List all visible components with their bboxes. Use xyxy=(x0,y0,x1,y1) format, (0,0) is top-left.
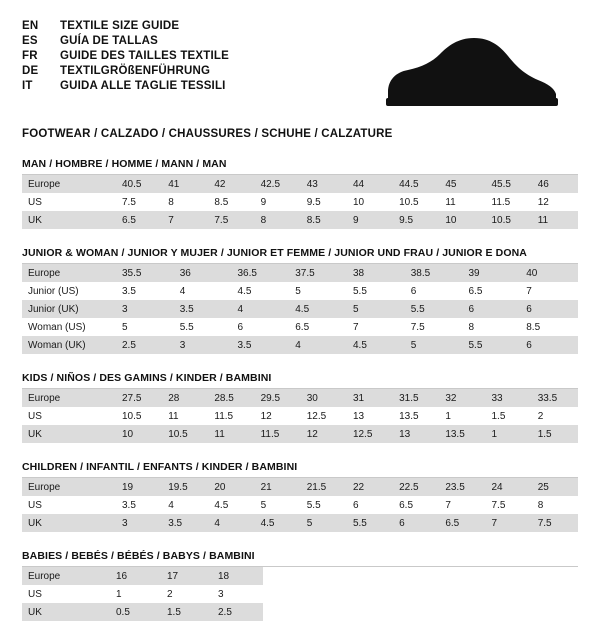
language-code: FR xyxy=(22,49,38,62)
size-cell: 7.5 xyxy=(486,496,532,514)
language-row xyxy=(22,78,229,93)
size-row-label: Junior (US) xyxy=(22,282,116,300)
size-row-label: US xyxy=(22,585,110,603)
size-cell: 44 xyxy=(347,175,393,193)
size-cell: 36.5 xyxy=(232,264,290,282)
table-row xyxy=(22,300,578,318)
size-cell: 11.5 xyxy=(208,407,254,425)
size-cell: 3 xyxy=(174,336,232,354)
size-cell: 6.5 xyxy=(393,496,439,514)
size-cell: 24 xyxy=(486,478,532,496)
table-row xyxy=(22,282,578,300)
size-cell: 4 xyxy=(289,336,347,354)
size-cell: 43 xyxy=(301,175,347,193)
size-cell: 9.5 xyxy=(301,193,347,211)
size-cell: 40.5 xyxy=(116,175,162,193)
table-row xyxy=(22,175,578,193)
size-cell: 20 xyxy=(208,478,254,496)
size-cell: 2 xyxy=(161,585,212,603)
size-cell: 4.5 xyxy=(255,514,301,532)
table-row xyxy=(22,336,578,354)
table-row xyxy=(22,478,578,496)
size-cell: 25 xyxy=(532,478,578,496)
size-cell: 7.5 xyxy=(532,514,578,532)
size-cell: 28 xyxy=(162,389,208,407)
size-row-label: UK xyxy=(22,603,110,621)
size-cell: 3 xyxy=(116,300,174,318)
size-cell: 1.5 xyxy=(161,603,212,621)
size-row-label: Europe xyxy=(22,175,116,193)
size-group-title: MAN / HOMBRE / HOMME / MANN / MAN xyxy=(22,158,578,175)
language-title: GUÍA DE TALLAS xyxy=(60,34,158,47)
size-cell: 6.5 xyxy=(463,282,521,300)
size-cell: 5.5 xyxy=(347,282,405,300)
size-cell: 2 xyxy=(532,407,578,425)
size-row-label: Junior (UK) xyxy=(22,300,116,318)
size-cell: 27.5 xyxy=(116,389,162,407)
size-cell: 12 xyxy=(255,407,301,425)
size-cell: 9 xyxy=(255,193,301,211)
size-cell: 6.5 xyxy=(439,514,485,532)
size-table xyxy=(22,175,578,229)
language-code: IT xyxy=(22,79,33,92)
size-cell: 3.5 xyxy=(116,496,162,514)
size-row-label: Woman (UK) xyxy=(22,336,116,354)
category-title: FOOTWEAR / CALZADO / CHAUSSURES / SCHUHE / CALZATURE xyxy=(22,128,393,140)
size-cell: 13.5 xyxy=(439,425,485,443)
size-group-title: JUNIOR & WOMAN / JUNIOR Y MUJER / JUNIOR ET FEMME / JUNIOR UND FRAU / JUNIOR E DONA xyxy=(22,247,578,264)
size-group xyxy=(22,247,578,354)
size-cell: 33 xyxy=(486,389,532,407)
size-cell: 8.5 xyxy=(208,193,254,211)
size-cell: 10.5 xyxy=(486,211,532,229)
size-row-label: Europe xyxy=(22,478,116,496)
table-row xyxy=(22,425,578,443)
size-cell: 12 xyxy=(301,425,347,443)
size-cell: 8 xyxy=(463,318,521,336)
table-row xyxy=(22,193,578,211)
size-row-label: US xyxy=(22,407,116,425)
size-cell: 36 xyxy=(174,264,232,282)
size-row-label: UK xyxy=(22,425,116,443)
document-header xyxy=(22,18,578,114)
table-row xyxy=(22,496,578,514)
size-cell: 10.5 xyxy=(162,425,208,443)
language-code: EN xyxy=(22,19,39,32)
size-cell: 2.5 xyxy=(212,603,263,621)
size-cell: 7 xyxy=(520,282,578,300)
dress-shoe-icon xyxy=(374,30,564,114)
size-cell: 7.5 xyxy=(208,211,254,229)
size-table xyxy=(22,567,578,621)
size-cell: 13 xyxy=(393,425,439,443)
size-cell: 13 xyxy=(347,407,393,425)
size-cell: 6 xyxy=(463,300,521,318)
size-cell: 38 xyxy=(347,264,405,282)
size-cell-empty xyxy=(263,567,578,585)
size-cell: 45 xyxy=(439,175,485,193)
size-cell: 23.5 xyxy=(439,478,485,496)
size-cell: 8.5 xyxy=(520,318,578,336)
size-cell: 6 xyxy=(405,282,463,300)
size-cell: 10.5 xyxy=(393,193,439,211)
size-cell: 6.5 xyxy=(289,318,347,336)
size-cell: 12.5 xyxy=(301,407,347,425)
size-cell: 11 xyxy=(532,211,578,229)
size-cell: 28.5 xyxy=(208,389,254,407)
size-cell: 1.5 xyxy=(486,407,532,425)
size-cell: 7.5 xyxy=(116,193,162,211)
size-row-label: Woman (US) xyxy=(22,318,116,336)
size-cell: 30 xyxy=(301,389,347,407)
size-cell: 9 xyxy=(347,211,393,229)
size-cell: 4.5 xyxy=(347,336,405,354)
size-cell: 5 xyxy=(347,300,405,318)
size-cell: 3.5 xyxy=(116,282,174,300)
size-cell: 3.5 xyxy=(162,514,208,532)
size-cell: 11 xyxy=(439,193,485,211)
language-title: TEXTILGRÖßENFÜHRUNG xyxy=(60,64,211,77)
size-cell: 5.5 xyxy=(405,300,463,318)
size-cell: 4.5 xyxy=(232,282,290,300)
size-cell: 4 xyxy=(162,496,208,514)
size-cell: 7 xyxy=(486,514,532,532)
size-cell: 4 xyxy=(208,514,254,532)
table-row xyxy=(22,407,578,425)
size-cell: 17 xyxy=(161,567,212,585)
size-cell: 3 xyxy=(212,585,263,603)
size-cell: 29.5 xyxy=(255,389,301,407)
size-row-label: US xyxy=(22,193,116,211)
size-cell: 5.5 xyxy=(301,496,347,514)
size-cell: 1 xyxy=(110,585,161,603)
size-cell: 6.5 xyxy=(116,211,162,229)
size-cell: 35.5 xyxy=(116,264,174,282)
size-cell: 22 xyxy=(347,478,393,496)
language-code: DE xyxy=(22,64,39,77)
size-group xyxy=(22,550,578,621)
language-row xyxy=(22,18,229,33)
size-cell: 0.5 xyxy=(110,603,161,621)
size-row-label: Europe xyxy=(22,567,110,585)
language-row xyxy=(22,48,229,63)
size-cell: 11 xyxy=(162,407,208,425)
size-cell: 32 xyxy=(439,389,485,407)
size-table xyxy=(22,389,578,443)
size-cell: 5.5 xyxy=(174,318,232,336)
size-cell: 6 xyxy=(520,336,578,354)
size-cell: 21 xyxy=(255,478,301,496)
size-cell: 45.5 xyxy=(486,175,532,193)
size-cell: 6 xyxy=(520,300,578,318)
size-table xyxy=(22,264,578,354)
language-row xyxy=(22,63,229,78)
table-row xyxy=(22,211,578,229)
size-cell: 5.5 xyxy=(347,514,393,532)
size-cell: 13.5 xyxy=(393,407,439,425)
size-cell: 6 xyxy=(393,514,439,532)
size-cell: 4 xyxy=(232,300,290,318)
size-cell: 3.5 xyxy=(174,300,232,318)
size-cell: 5 xyxy=(116,318,174,336)
size-cell: 19.5 xyxy=(162,478,208,496)
size-row-label: Europe xyxy=(22,389,116,407)
size-cell: 6 xyxy=(232,318,290,336)
language-title: GUIDA ALLE TAGLIE TESSILI xyxy=(60,79,226,92)
size-cell: 8 xyxy=(532,496,578,514)
size-cell: 12.5 xyxy=(347,425,393,443)
size-cell: 5 xyxy=(301,514,347,532)
size-cell: 10 xyxy=(439,211,485,229)
size-cell: 5 xyxy=(289,282,347,300)
size-row-label: US xyxy=(22,496,116,514)
table-row xyxy=(22,603,578,621)
size-cell: 4.5 xyxy=(289,300,347,318)
size-cell: 18 xyxy=(212,567,263,585)
size-cell: 16 xyxy=(110,567,161,585)
size-cell: 4 xyxy=(174,282,232,300)
size-cell: 42 xyxy=(208,175,254,193)
language-title: GUIDE DES TAILLES TEXTILE xyxy=(60,49,229,62)
size-row-label: UK xyxy=(22,514,116,532)
size-table xyxy=(22,478,578,532)
size-cell: 9.5 xyxy=(393,211,439,229)
size-cell: 7 xyxy=(162,211,208,229)
size-cell: 42.5 xyxy=(255,175,301,193)
size-group xyxy=(22,461,578,532)
size-cell: 44.5 xyxy=(393,175,439,193)
size-cell: 33.5 xyxy=(532,389,578,407)
size-cell: 19 xyxy=(116,478,162,496)
size-cell: 31.5 xyxy=(393,389,439,407)
size-cell: 8 xyxy=(162,193,208,211)
size-cell: 1.5 xyxy=(532,425,578,443)
size-cell: 10 xyxy=(347,193,393,211)
size-cell-empty xyxy=(263,603,578,621)
size-cell: 10 xyxy=(116,425,162,443)
language-title-list xyxy=(22,18,229,93)
language-row xyxy=(22,33,229,48)
table-row xyxy=(22,585,578,603)
size-cell: 5 xyxy=(255,496,301,514)
table-row xyxy=(22,567,578,585)
size-row-label: UK xyxy=(22,211,116,229)
size-cell: 41 xyxy=(162,175,208,193)
language-code: ES xyxy=(22,34,38,47)
size-cell: 6 xyxy=(347,496,393,514)
size-cell: 10.5 xyxy=(116,407,162,425)
size-cell: 11.5 xyxy=(255,425,301,443)
size-group-title: KIDS / NIÑOS / DES GAMINS / KINDER / BAMBINI xyxy=(22,372,578,389)
size-group xyxy=(22,158,578,229)
table-row xyxy=(22,264,578,282)
table-row xyxy=(22,318,578,336)
size-cell: 11 xyxy=(208,425,254,443)
size-tables xyxy=(22,158,578,621)
size-cell: 4.5 xyxy=(208,496,254,514)
size-cell: 39 xyxy=(463,264,521,282)
size-cell: 37.5 xyxy=(289,264,347,282)
size-cell: 3.5 xyxy=(232,336,290,354)
size-cell: 22.5 xyxy=(393,478,439,496)
size-cell: 31 xyxy=(347,389,393,407)
size-cell: 5 xyxy=(405,336,463,354)
size-cell: 7 xyxy=(439,496,485,514)
language-title: TEXTILE SIZE GUIDE xyxy=(60,19,180,32)
size-cell: 46 xyxy=(532,175,578,193)
size-cell: 1 xyxy=(486,425,532,443)
size-cell-empty xyxy=(263,585,578,603)
size-group-title: BABIES / BEBÉS / BÉBÉS / BABYS / BAMBINI xyxy=(22,550,578,567)
size-cell: 3 xyxy=(116,514,162,532)
size-row-label: Europe xyxy=(22,264,116,282)
size-cell: 2.5 xyxy=(116,336,174,354)
size-cell: 8 xyxy=(255,211,301,229)
size-cell: 38.5 xyxy=(405,264,463,282)
table-row xyxy=(22,514,578,532)
size-cell: 11.5 xyxy=(486,193,532,211)
size-cell: 5.5 xyxy=(463,336,521,354)
size-cell: 7 xyxy=(347,318,405,336)
size-cell: 1 xyxy=(439,407,485,425)
size-cell: 12 xyxy=(532,193,578,211)
size-cell: 21.5 xyxy=(301,478,347,496)
size-cell: 7.5 xyxy=(405,318,463,336)
size-group xyxy=(22,372,578,443)
size-cell: 40 xyxy=(520,264,578,282)
size-group-title: CHILDREN / INFANTIL / ENFANTS / KINDER / BAMBINI xyxy=(22,461,578,478)
table-row xyxy=(22,389,578,407)
size-cell: 8.5 xyxy=(301,211,347,229)
